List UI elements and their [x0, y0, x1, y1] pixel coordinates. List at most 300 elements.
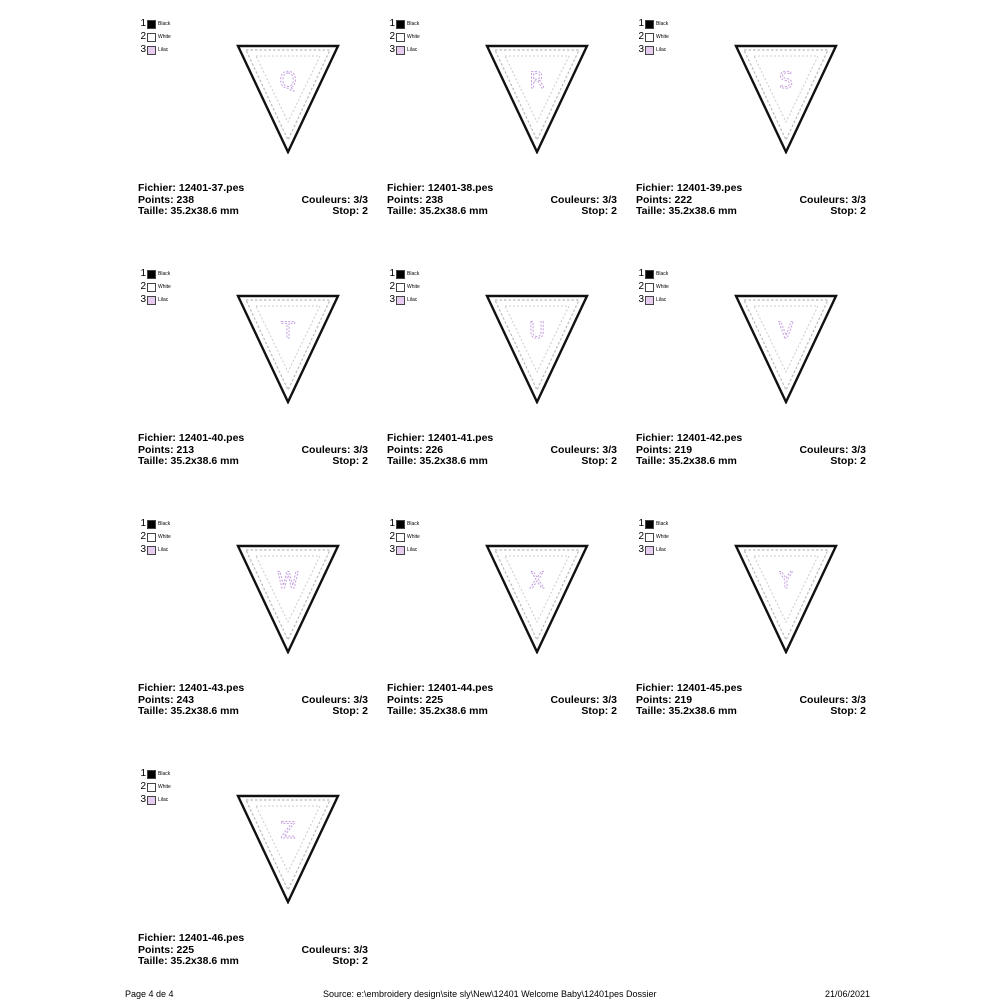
design-size [138, 206, 239, 218]
color-swatch [147, 296, 156, 305]
pennant-design [734, 290, 838, 404]
pennant-letter: Q [279, 69, 297, 94]
pennant-letter: X [529, 569, 545, 594]
file-name-value: 12401-46.pes [178, 932, 245, 944]
design-size [636, 456, 737, 468]
pennant-design [734, 540, 838, 654]
color-swatch [147, 770, 156, 779]
stop-count-value: 2 [362, 955, 368, 967]
palette-number: 1 [140, 768, 146, 779]
pennant-design [485, 40, 589, 154]
stitch-count-value: 219 [674, 443, 693, 456]
palette-number: 1 [389, 268, 395, 279]
stop-count-value: 2 [860, 455, 866, 467]
palette-row [138, 44, 168, 56]
color-swatch [147, 533, 156, 542]
palette-color-name: White [656, 284, 669, 290]
palette-color-name: Black [656, 271, 669, 277]
palette-row [138, 281, 171, 293]
stitch-count-value: 225 [425, 693, 444, 706]
color-swatch [396, 520, 405, 529]
pennant-design [236, 790, 340, 904]
palette-number: 2 [140, 781, 146, 792]
design-size [387, 706, 488, 718]
color-swatch [147, 796, 156, 805]
stop-count [581, 206, 617, 218]
palette-color-name: Lilac [158, 547, 169, 553]
file-name-value: 12401-40.pes [178, 432, 245, 444]
palette-row [138, 31, 171, 43]
color-count-value: 3/3 [353, 193, 368, 206]
design-cell [138, 268, 370, 498]
palette-color-name: White [656, 534, 669, 540]
color-swatch [147, 270, 156, 279]
color-count-value: 3/3 [353, 943, 368, 956]
design-size-label: Taille: [138, 455, 168, 467]
design-size-label: Taille: [138, 955, 168, 967]
stop-count-value: 2 [860, 205, 866, 217]
pennant-outline [238, 546, 338, 652]
color-count-label: Couleurs: [301, 193, 351, 206]
palette-row [138, 781, 171, 793]
palette-row [636, 268, 668, 280]
palette-color-name: White [407, 34, 420, 40]
palette-row [387, 44, 417, 56]
color-count-label: Couleurs: [799, 193, 849, 206]
stop-count-value: 2 [611, 455, 617, 467]
stop-count [830, 706, 866, 718]
stitch-count-label: Points: [138, 943, 174, 956]
design-size-label: Taille: [138, 205, 168, 217]
source-path: Source: e:\embroidery design\site sly\New\12401 Welcome Baby\12401pes Dossier [323, 989, 657, 999]
stitch-count-value: 238 [425, 193, 444, 206]
file-name-label: Fichier: [387, 682, 425, 694]
palette-number: 1 [638, 18, 644, 29]
stop-count [332, 956, 368, 968]
palette-number: 1 [638, 268, 644, 279]
color-swatch [396, 296, 405, 305]
color-swatch [645, 296, 654, 305]
palette-row [138, 794, 168, 806]
info-row [387, 456, 617, 468]
palette-row [387, 281, 420, 293]
design-size-value: 35.2x38.6 mm [668, 705, 737, 717]
design-size-label: Taille: [636, 705, 666, 717]
stop-count-label: Stop: [332, 205, 360, 217]
palette-number: 3 [140, 544, 146, 555]
stop-count-label: Stop: [581, 455, 609, 467]
palette-number: 3 [140, 794, 146, 805]
design-cell [636, 518, 868, 748]
palette-color-name: White [407, 284, 420, 290]
palette-number: 3 [389, 544, 395, 555]
stop-count [332, 456, 368, 468]
palette-number: 2 [140, 281, 146, 292]
design-size-label: Taille: [387, 205, 417, 217]
palette-color-name: White [407, 534, 420, 540]
stop-count-value: 2 [611, 705, 617, 717]
stitch-count-label: Points: [387, 193, 423, 206]
file-name-value: 12401-44.pes [427, 682, 494, 694]
color-count-label: Couleurs: [550, 193, 600, 206]
palette-color-name: Black [656, 521, 669, 527]
design-info [636, 183, 866, 218]
design-info [636, 433, 866, 468]
palette-color-name: Lilac [407, 297, 418, 303]
design-size-label: Taille: [387, 705, 417, 717]
design-size-label: Taille: [138, 705, 168, 717]
pennant-letter: R [529, 69, 545, 94]
palette-color-name: Lilac [158, 797, 169, 803]
palette-number: 3 [140, 294, 146, 305]
palette-color-name: White [158, 784, 171, 790]
pennant-design [734, 40, 838, 154]
design-cell [387, 268, 619, 498]
design-info [387, 683, 617, 718]
file-name-value: 12401-41.pes [427, 432, 494, 444]
color-swatch [147, 46, 156, 55]
stitch-count-value: 243 [176, 693, 195, 706]
design-size-value: 35.2x38.6 mm [170, 705, 239, 717]
palette-number: 1 [638, 518, 644, 529]
palette-row [138, 518, 170, 530]
stop-count-value: 2 [860, 705, 866, 717]
design-size-label: Taille: [636, 205, 666, 217]
file-name-label: Fichier: [138, 432, 176, 444]
file-name-label: Fichier: [636, 432, 674, 444]
info-row [138, 956, 368, 968]
palette-number: 2 [389, 531, 395, 542]
palette-row [387, 268, 419, 280]
color-swatch [396, 33, 405, 42]
file-name-label: Fichier: [387, 182, 425, 194]
palette-color-name: White [158, 534, 171, 540]
info-row [387, 706, 617, 718]
pennant-design [236, 290, 340, 404]
palette-number: 1 [140, 268, 146, 279]
design-size [138, 956, 239, 968]
stop-count-label: Stop: [332, 455, 360, 467]
design-info [387, 183, 617, 218]
file-name-label: Fichier: [636, 182, 674, 194]
design-cell [636, 268, 868, 498]
pennant-outline [487, 46, 587, 152]
stitch-count-value: 225 [176, 943, 195, 956]
stop-count-value: 2 [362, 455, 368, 467]
palette-row [636, 281, 669, 293]
stop-count-label: Stop: [581, 205, 609, 217]
color-count-value: 3/3 [851, 443, 866, 456]
color-swatch [147, 283, 156, 292]
file-name-value: 12401-43.pes [178, 682, 245, 694]
color-swatch [645, 46, 654, 55]
stitch-count-label: Points: [387, 443, 423, 456]
design-info [138, 433, 368, 468]
stop-count-label: Stop: [581, 705, 609, 717]
pennant-letter: V [778, 319, 794, 344]
palette-color-name: Black [407, 21, 420, 27]
design-size [387, 456, 488, 468]
design-cell [138, 768, 370, 998]
stop-count-label: Stop: [830, 705, 858, 717]
color-swatch [396, 20, 405, 29]
color-swatch [147, 783, 156, 792]
palette-row [138, 18, 170, 30]
stitch-count-label: Points: [636, 443, 672, 456]
palette-color-name: White [656, 34, 669, 40]
palette-row [387, 31, 420, 43]
palette-row [387, 518, 419, 530]
stop-count-label: Stop: [332, 955, 360, 967]
color-swatch [147, 20, 156, 29]
color-swatch [645, 520, 654, 529]
color-count-label: Couleurs: [301, 943, 351, 956]
color-count-value: 3/3 [353, 693, 368, 706]
stitch-count-label: Points: [138, 193, 174, 206]
palette-row [138, 768, 170, 780]
palette-number: 3 [638, 294, 644, 305]
palette-row [636, 518, 668, 530]
stop-count-label: Stop: [830, 455, 858, 467]
stitch-count-label: Points: [387, 693, 423, 706]
stop-count [581, 456, 617, 468]
palette-color-name: Black [158, 21, 171, 27]
stitch-count-label: Points: [636, 193, 672, 206]
palette-row [636, 294, 666, 306]
design-size-value: 35.2x38.6 mm [668, 455, 737, 467]
color-swatch [645, 283, 654, 292]
color-swatch [645, 20, 654, 29]
palette-row [636, 531, 669, 543]
palette-row [387, 18, 419, 30]
stitch-count-label: Points: [138, 693, 174, 706]
info-row [387, 206, 617, 218]
color-swatch [396, 46, 405, 55]
color-swatch [147, 520, 156, 529]
palette-row [138, 294, 168, 306]
info-row [636, 706, 866, 718]
file-name-value: 12401-38.pes [427, 182, 494, 194]
palette-row [636, 544, 666, 556]
palette-number: 3 [638, 44, 644, 55]
palette-color-name: Lilac [407, 547, 418, 553]
color-swatch [396, 546, 405, 555]
color-count-label: Couleurs: [799, 443, 849, 456]
palette-number: 3 [389, 294, 395, 305]
palette-row [138, 531, 171, 543]
info-row [138, 206, 368, 218]
palette-color-name: Lilac [158, 297, 169, 303]
palette-number: 2 [140, 531, 146, 542]
design-info [636, 683, 866, 718]
palette-row [387, 294, 417, 306]
palette-color-name: Lilac [656, 297, 667, 303]
stop-count [581, 706, 617, 718]
palette-number: 1 [389, 518, 395, 529]
stop-count [830, 206, 866, 218]
color-count-value: 3/3 [851, 693, 866, 706]
stitch-count-label: Points: [636, 693, 672, 706]
palette-color-name: White [158, 34, 171, 40]
palette-number: 2 [638, 531, 644, 542]
stop-count-value: 2 [611, 205, 617, 217]
page-number: Page 4 de 4 [125, 989, 174, 999]
palette-number: 3 [140, 44, 146, 55]
pennant-outline [238, 296, 338, 402]
palette-color-name: Black [158, 771, 171, 777]
palette-number: 1 [389, 18, 395, 29]
stop-count-label: Stop: [332, 705, 360, 717]
file-name-label: Fichier: [138, 182, 176, 194]
palette-number: 2 [389, 31, 395, 42]
stitch-count-value: 238 [176, 193, 195, 206]
info-row [636, 456, 866, 468]
design-size-value: 35.2x38.6 mm [170, 205, 239, 217]
stop-count [332, 206, 368, 218]
stitch-count-label: Points: [138, 443, 174, 456]
pennant-outline [238, 796, 338, 902]
color-swatch [396, 283, 405, 292]
design-size [138, 456, 239, 468]
palette-color-name: Lilac [656, 47, 667, 53]
palette-row [636, 31, 669, 43]
pennant-letter: T [281, 319, 295, 344]
color-count-value: 3/3 [602, 693, 617, 706]
palette-number: 2 [140, 31, 146, 42]
design-cell [387, 518, 619, 748]
design-cell [387, 18, 619, 248]
stop-count [332, 706, 368, 718]
pennant-design [485, 290, 589, 404]
palette-number: 2 [638, 31, 644, 42]
pennant-letter: U [528, 319, 546, 344]
color-swatch [645, 33, 654, 42]
palette-color-name: Lilac [656, 547, 667, 553]
palette-number: 2 [638, 281, 644, 292]
stop-count [830, 456, 866, 468]
design-info [387, 433, 617, 468]
pennant-outline [736, 296, 836, 402]
color-count-label: Couleurs: [799, 693, 849, 706]
file-name-value: 12401-39.pes [676, 182, 743, 194]
file-name-value: 12401-42.pes [676, 432, 743, 444]
palette-row [636, 18, 668, 30]
pennant-letter: Y [779, 569, 793, 594]
info-row [138, 706, 368, 718]
design-size-value: 35.2x38.6 mm [170, 455, 239, 467]
pennant-outline [736, 546, 836, 652]
palette-color-name: Black [407, 521, 420, 527]
pennant-design [236, 40, 340, 154]
palette-color-name: Black [407, 271, 420, 277]
design-size-value: 35.2x38.6 mm [419, 205, 488, 217]
info-row [138, 456, 368, 468]
color-count-label: Couleurs: [550, 443, 600, 456]
palette-color-name: Lilac [158, 47, 169, 53]
design-size [636, 206, 737, 218]
color-count-label: Couleurs: [301, 693, 351, 706]
color-count-value: 3/3 [851, 193, 866, 206]
design-cell [636, 18, 868, 248]
design-size-value: 35.2x38.6 mm [419, 705, 488, 717]
color-swatch [147, 33, 156, 42]
pennant-letter: W [277, 569, 299, 594]
color-swatch [645, 533, 654, 542]
design-size-label: Taille: [636, 455, 666, 467]
palette-color-name: Lilac [407, 47, 418, 53]
palette-color-name: White [158, 284, 171, 290]
design-size-value: 35.2x38.6 mm [170, 955, 239, 967]
stop-count-value: 2 [362, 205, 368, 217]
pennant-letter: Z [280, 819, 296, 844]
pennant-outline [736, 46, 836, 152]
color-swatch [147, 546, 156, 555]
palette-number: 1 [140, 18, 146, 29]
design-size [636, 706, 737, 718]
design-size-value: 35.2x38.6 mm [668, 205, 737, 217]
file-name-value: 12401-37.pes [178, 182, 245, 194]
pennant-design [485, 540, 589, 654]
palette-color-name: Black [656, 21, 669, 27]
info-row [636, 206, 866, 218]
color-swatch [645, 270, 654, 279]
pennant-letter: S [779, 69, 793, 94]
palette-number: 1 [140, 518, 146, 529]
design-cell [138, 518, 370, 748]
file-name-label: Fichier: [636, 682, 674, 694]
design-info [138, 933, 368, 968]
pennant-outline [487, 296, 587, 402]
palette-row [387, 531, 420, 543]
palette-row [636, 44, 666, 56]
stitch-count-value: 226 [425, 443, 444, 456]
stop-count-label: Stop: [830, 205, 858, 217]
file-name-label: Fichier: [138, 682, 176, 694]
file-name-label: Fichier: [387, 432, 425, 444]
palette-color-name: Black [158, 271, 171, 277]
file-name-value: 12401-45.pes [676, 682, 743, 694]
stitch-count-value: 219 [674, 693, 693, 706]
design-cell [138, 18, 370, 248]
palette-color-name: Black [158, 521, 171, 527]
palette-row [138, 268, 170, 280]
color-count-label: Couleurs: [301, 443, 351, 456]
design-size-label: Taille: [387, 455, 417, 467]
color-count-value: 3/3 [602, 443, 617, 456]
color-count-label: Couleurs: [550, 693, 600, 706]
design-size [138, 706, 239, 718]
design-size-value: 35.2x38.6 mm [419, 455, 488, 467]
pennant-design [236, 540, 340, 654]
design-info [138, 683, 368, 718]
color-count-value: 3/3 [353, 443, 368, 456]
palette-number: 3 [638, 544, 644, 555]
design-size [387, 206, 488, 218]
print-date: 21/06/2021 [825, 989, 871, 999]
palette-number: 2 [389, 281, 395, 292]
color-swatch [396, 533, 405, 542]
palette-row [138, 544, 168, 556]
stitch-count-value: 222 [674, 193, 693, 206]
pennant-outline [238, 46, 338, 152]
stop-count-value: 2 [362, 705, 368, 717]
palette-number: 3 [389, 44, 395, 55]
color-count-value: 3/3 [602, 193, 617, 206]
color-swatch [645, 546, 654, 555]
file-name-label: Fichier: [138, 932, 176, 944]
stitch-count-value: 213 [176, 443, 195, 456]
pennant-outline [487, 546, 587, 652]
